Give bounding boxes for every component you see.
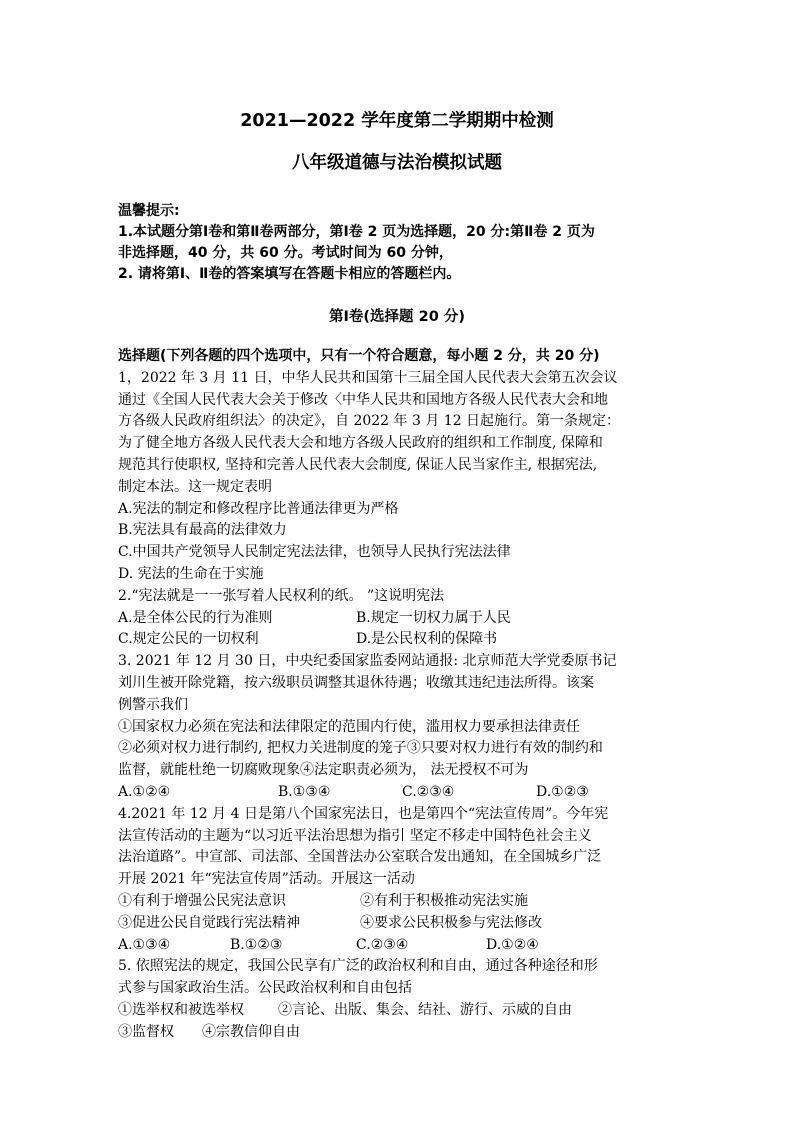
options-row bbox=[118, 782, 678, 804]
question-text: 5. 依照宪法的规定，我国公民享有广泛的政治权利和自由，通过各种途径和形 bbox=[118, 958, 598, 975]
question-text: 刘川生被开除党籍，按六级职员调整其退休待遇；收缴其违纪违法所得。该案 bbox=[118, 674, 594, 691]
question-text: 通过《全国人民代表大会关于修改〈中华人民共和国地方各级人民代表大会和地 bbox=[118, 391, 608, 408]
question-text: 式参与国家政治生活。公民政治权利和自由包括 bbox=[118, 980, 412, 997]
statement: ③促进公民自觉践行宪法精神 bbox=[118, 914, 300, 931]
question-text: ①国家权力必须在宪法和法律限定的范围内行使，滥用权力要承担法律责任 bbox=[118, 718, 580, 735]
question-text: 方各级人民政府组织法〉的决定》，自 2022 年 3 月 12 日起施行。第一条规定： bbox=[118, 413, 621, 430]
question-text: 为了健全地方各级人民代表大会和地方各级人民政府的组织和工作制度, 保障和 bbox=[118, 435, 603, 452]
options-row bbox=[118, 935, 678, 957]
question-text: 法宣传活动的主题为“以习近平法治思想为指引 坚定不移走中国特色社会主义 bbox=[118, 827, 592, 844]
questions-body bbox=[118, 346, 678, 1044]
section-title: 第Ⅰ卷(选择题 20 分) bbox=[329, 309, 465, 325]
question-text: 1，2022 年 3 月 11 日，中华人民共和国第十三届全国人民代表大会第五次会议 bbox=[118, 369, 618, 386]
question-text: 规范其行使职权, 坚持和完善人民代表大会制度, 保证人民当家作主, 根据宪法, bbox=[118, 456, 598, 473]
statements-row bbox=[118, 1000, 678, 1022]
option-c: C.规定公民的一切权利 bbox=[118, 631, 259, 648]
statements-row bbox=[118, 913, 678, 935]
option-c: C.②③④ bbox=[402, 783, 455, 800]
statements-row bbox=[118, 891, 678, 913]
option-d: D.①②③ bbox=[536, 783, 589, 800]
question-text: 制定本法。这一规定表明 bbox=[118, 478, 272, 495]
exam-subtitle: 八年级道德与法治模拟试题 bbox=[292, 153, 502, 173]
option-d: D.是公民权利的保障书 bbox=[356, 631, 498, 648]
statement: ②有利于积极推动宪法实施 bbox=[360, 892, 528, 909]
option-a: A.①③④ bbox=[118, 936, 171, 953]
question-text: 2.“宪法就是一一张写着人民权利的纸。 ”这说明宪法 bbox=[118, 587, 445, 604]
statements-row bbox=[118, 1022, 678, 1044]
tips-line: 2. 请将第Ⅰ、Ⅱ卷的答案填写在答题卡相应的答题栏内。 bbox=[118, 266, 461, 282]
statement: ④宗教信仰自由 bbox=[202, 1023, 300, 1040]
tips-block bbox=[118, 201, 678, 285]
statement: ②言论、出版、集会、结社、游行、示威的自由 bbox=[278, 1001, 572, 1018]
statement: ①有利于增强公民宪法意识 bbox=[118, 892, 286, 909]
statement: ③监督权 bbox=[118, 1023, 174, 1040]
question-3 bbox=[118, 651, 678, 804]
question-text: 例警示我们 bbox=[118, 696, 188, 713]
option-b: B.①②③ bbox=[230, 936, 283, 953]
question-1 bbox=[118, 368, 678, 586]
option-a: A.宪法的制定和修改程序比普通法律更为严格 bbox=[118, 500, 399, 517]
question-text: 监督，就能杜绝一切腐败现象④法定职责必须为， 法无授权不可为 bbox=[118, 762, 529, 779]
options-row bbox=[118, 608, 678, 630]
option-c: C.中国共产党领导人民制定宪法法律，也领导人民执行宪法法律 bbox=[118, 544, 511, 561]
question-5 bbox=[118, 956, 678, 1043]
statement: ①选举权和被选举权 bbox=[118, 1001, 244, 1018]
option-a: A.①②④ bbox=[118, 783, 171, 800]
tips-line: 1.本试题分第Ⅰ卷和第Ⅱ卷两部分，第Ⅰ卷 2 页为选择题，20 分:第Ⅱ卷 2 页为 bbox=[118, 224, 595, 240]
question-text: 开展 2021 年“宪法宣传周”活动。开展这一活动 bbox=[118, 871, 415, 888]
option-b: B.宪法具有最高的法律效力 bbox=[118, 522, 287, 539]
option-b: B.①③④ bbox=[278, 783, 331, 800]
option-a: A.是全体公民的行为准则 bbox=[118, 609, 273, 626]
question-text: 3. 2021 年 12 月 30 日，中央纪委国家监委网站通报: 北京师范大学党委原书记 bbox=[118, 653, 617, 670]
option-c: C.②③④ bbox=[356, 936, 409, 953]
option-b: B.规定一切权力属于人民 bbox=[356, 609, 511, 626]
option-d: D.①②④ bbox=[486, 936, 539, 953]
question-text: ②必须对权力进行制约, 把权力关进制度的笼子③只要对权力进行有效的制约和 bbox=[118, 740, 603, 757]
exam-title: 2021—2022 学年度第二学期期中检测 bbox=[240, 111, 554, 131]
question-2 bbox=[118, 586, 678, 651]
tips-heading: 温馨提示: bbox=[118, 203, 180, 219]
options-row bbox=[118, 629, 678, 651]
question-text: 法治道路”。中宣部、司法部、全国普法办公室联合发出通知，在全国城乡广泛 bbox=[118, 849, 602, 866]
question-4 bbox=[118, 804, 678, 957]
statement: ④要求公民积极参与宪法修改 bbox=[360, 914, 542, 931]
question-text: 4.2021 年 12 月 4 日是第八个国家宪法日，也是第四个“宪法宣传周”。今年宪 bbox=[118, 805, 609, 822]
instructions: 选择题(下列各题的四个选项中，只有一个符合题意，每小题 2 分，共 20 分) bbox=[118, 348, 600, 364]
option-d: D. 宪法的生命在于实施 bbox=[118, 565, 264, 582]
tips-line: 非选择题，40 分，共 60 分。考试时间为 60 分钟， bbox=[118, 245, 453, 261]
